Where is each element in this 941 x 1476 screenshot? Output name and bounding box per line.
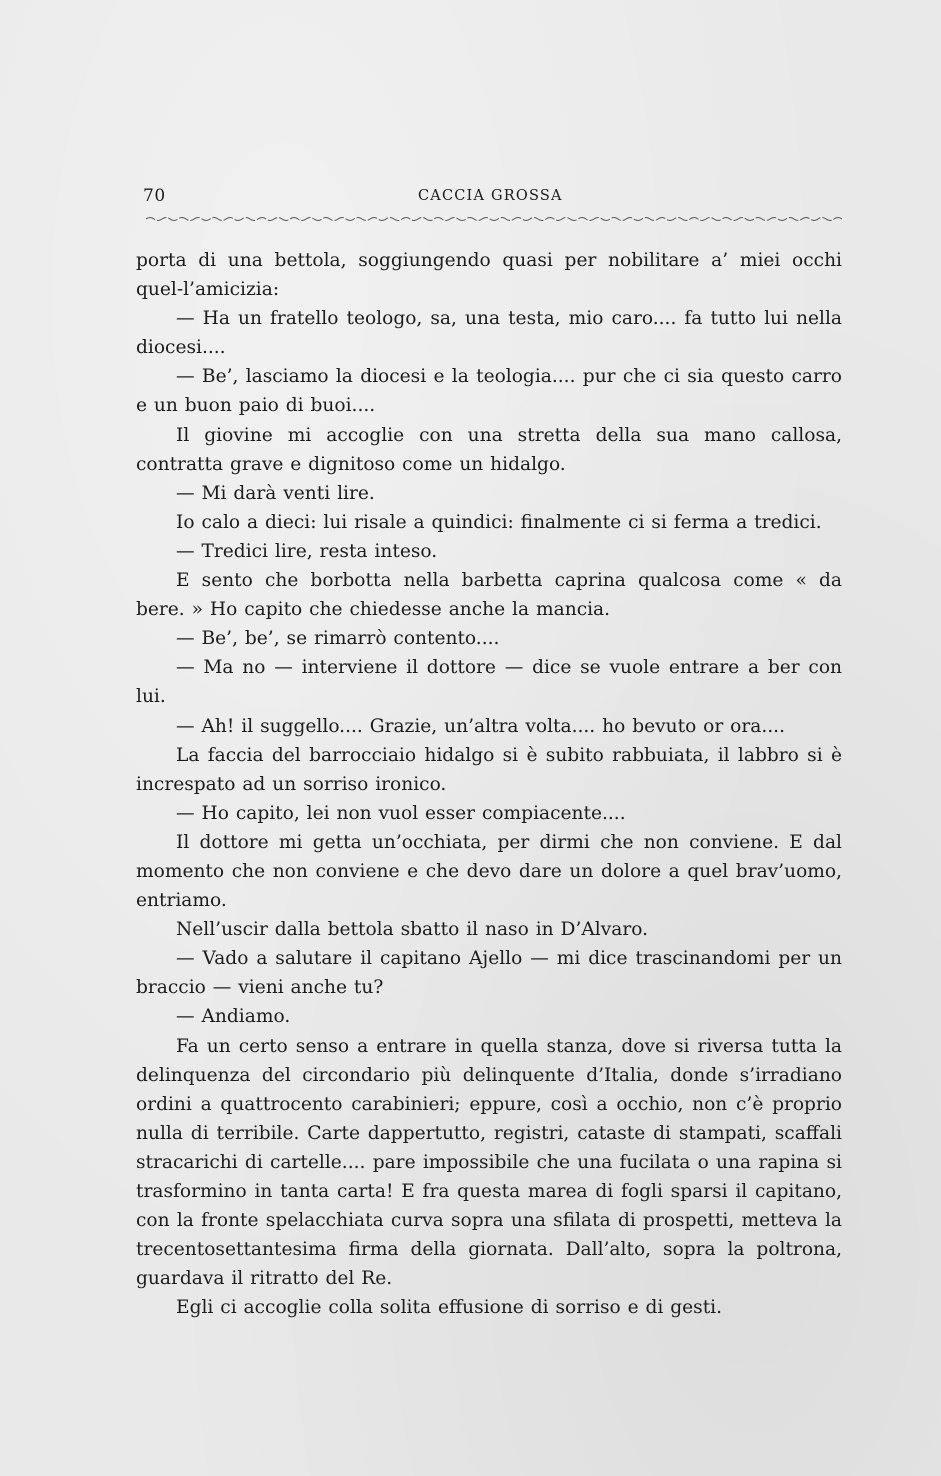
paragraph: — Ah! il suggello.... Grazie, un’altra volta.... ho bevuto or ora....	[176, 715, 785, 737]
paragraph: Il dottore mi getta un’occhiata, per dirmi che non conviene. E dal momento che non conviene e che devo dare un dolore a quel brav’uomo, entriamo.	[136, 831, 842, 912]
paragraph: — Mi darà venti lire.	[176, 482, 375, 504]
page-header	[143, 186, 843, 216]
paragraph: E sento che borbotta nella barbetta caprina qualcosa come « da bere. » Ho capito che chiedesse anche la mancia.	[136, 570, 842, 621]
header-rule	[146, 215, 842, 223]
paragraph: — Vado a salutare il capitano Ajello — mi dice trascinandomi per un braccio — vieni anche tu?	[136, 948, 842, 999]
paragraph: Egli ci accoglie colla solita effusione di sorriso e di gesti.	[176, 1297, 723, 1319]
page-number: 70	[143, 186, 166, 206]
running-title: CACCIA GROSSA	[418, 188, 563, 204]
paragraph: — Tredici lire, resta inteso.	[176, 540, 438, 562]
paragraph: — Andiamo.	[176, 1006, 291, 1028]
paragraph: La faccia del barrocciaio hidalgo si è subito rabbuiata, il labbro si è increspato ad un sorriso ironico.	[136, 744, 842, 795]
paragraph: — Ma no — interviene il dottore — dice se vuole entrare a ber con lui.	[136, 657, 842, 708]
body-text	[136, 246, 842, 1322]
paragraph: Il giovine mi accoglie con una stretta della sua mano callosa, contratta grave e dignitoso come un hidalgo.	[136, 424, 842, 475]
paragraph: — Ha un fratello teologo, sa, una testa, mio caro.... fa tutto lui nella diocesi....	[136, 308, 842, 359]
paragraph: porta di una bettola, soggiungendo quasi per nobilitare a’ miei occhi quel-l’amicizia:	[136, 250, 842, 301]
paragraph: — Ho capito, lei non vuol esser compiacente....	[176, 802, 626, 824]
paragraph: Fa un certo senso a entrare in quella stanza, dove si riversa tutta la delinquenza del circondario più delinquente d’Italia, donde s’irradiano ordini a quattrocento carabinieri; eppure, così a occhio, non c’è proprio nulla di terribile. Carte dappertutto, registri, cataste di stampati, scaffali stracarichi di cartelle.... pare impossibile che una fucilata o una rapina si trasformino in tanta carta! E fra questa marea di fogli sparsi il capitano, con la fronte spelacchiata curva sopra una sfilata di prospetti, metteva la trecentosettantesima firma della giornata. Dall’alto, sopra la poltrona, guardava il ritratto del Re.	[136, 1035, 842, 1290]
paragraph: — Be’, be’, se rimarrò contento....	[176, 628, 500, 650]
paragraph: Nell’uscir dalla bettola sbatto il naso in D’Alvaro.	[176, 919, 648, 941]
paragraph: Io calo a dieci: lui risale a quindici: finalmente ci si ferma a tredici.	[176, 511, 822, 533]
paragraph: — Be’, lasciamo la diocesi e la teologia.... pur che ci sia questo carro e un buon paio di buoi....	[136, 366, 842, 417]
